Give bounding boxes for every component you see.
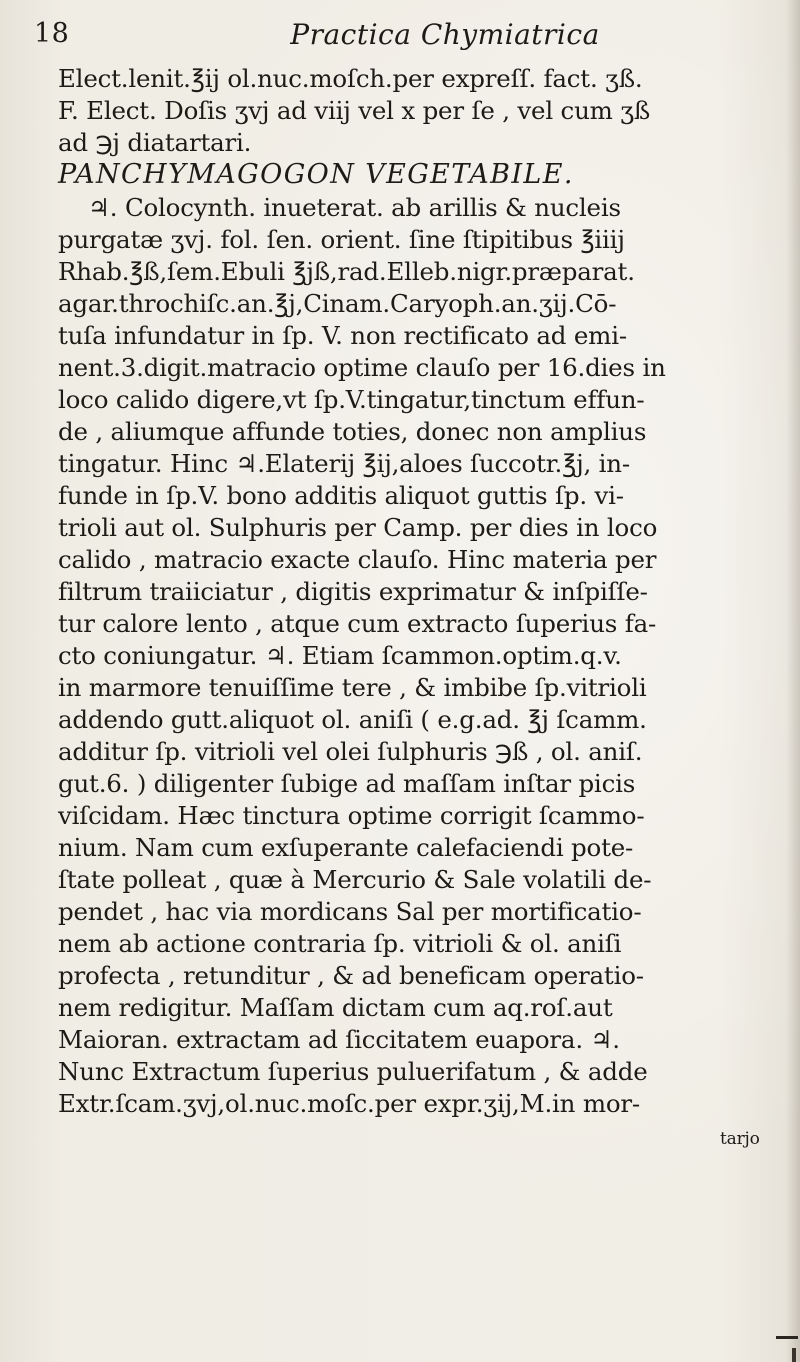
page-header: [0, 10, 800, 54]
text-line: nem ab actione contraria ſp. vitrioli & ol. aniſi: [58, 929, 622, 958]
text-line: additur ſp. vitrioli vel olei ſulphuris ℈ß , ol. aniſ.: [58, 737, 643, 766]
edge-mark-vertical: [792, 1348, 796, 1362]
text-line: nem redigitur. Maſſam dictam cum aq.roſ.aut: [58, 993, 613, 1022]
text-line: Elect.lenit.℥ij ol.nuc.moſch.per expreſſ. fact. ʒß.: [58, 64, 643, 93]
text-line: nium. Nam cum exſuperante calefaciendi pote-: [58, 833, 634, 862]
text-line: tur calore lento , atque cum extracto ſuperius fa-: [58, 609, 657, 638]
text-line: Rhab.℥ß,ſem.Ebuli ℥jß,rad.Elleb.nigr.præparat.: [58, 257, 635, 286]
text-line: cto coniungatur. ♃. Etiam ſcammon.optim.q.v.: [58, 641, 622, 670]
text-line: Nunc Extractum ſuperius puluerifatum , & adde: [58, 1057, 648, 1086]
text-line: agar.throchiſc.an.℥j,Cinam.Caryoph.an.ʒij.Cō-: [58, 289, 617, 318]
page-edge-shadow: [786, 0, 800, 1362]
text-line: F. Elect. Doſis ʒvj ad viij vel x per ſe , vel cum ʒß: [58, 96, 651, 125]
text-line: filtrum traiiciatur , digitis exprimatur & inſpiſſe-: [58, 577, 648, 606]
text-line: ♃. Colocynth. inueterat. ab arillis & nucleis: [88, 193, 621, 222]
text-line: ad ℈j diatartari.: [58, 128, 252, 157]
text-line: tingatur. Hinc ♃.Elaterij ℥ij,aloes ſuccotr.℥j, in-: [58, 449, 630, 478]
edge-mark: [776, 1336, 798, 1339]
text-line: funde in ſp.V. bono additis aliquot guttis ſp. vi-: [58, 481, 624, 510]
page-number: 18: [34, 18, 70, 49]
text-line: gut.6. ) diligenter ſubige ad maſſam inſtar picis: [58, 769, 636, 798]
section-heading: PANCHYMAGOGON VEGETABILE.: [58, 159, 574, 190]
text-line: viſcidam. Hæc tinctura optime corrigit ſcammo-: [58, 801, 645, 830]
catchword: tarjo: [720, 1129, 760, 1149]
running-title: Practica Chymiatrica: [290, 18, 600, 51]
text-line: tuſa infundatur in ſp. V. non rectificato ad emi-: [58, 321, 627, 350]
text-line: trioli aut ol. Sulphuris per Camp. per dies in loco: [58, 513, 658, 542]
text-line: nent.3.digit.matracio optime clauſo per 16.dies in: [58, 353, 666, 382]
text-line: calido , matracio exacte clauſo. Hinc materia per: [58, 545, 657, 574]
text-line: in marmore tenuiſſime tere , & imbibe ſp.vitrioli: [58, 673, 647, 702]
text-line: addendo gutt.aliquot ol. aniſi ( e.g.ad. ℥j ſcamm.: [58, 705, 647, 734]
text-line: profecta , retunditur , & ad beneficam operatio-: [58, 961, 644, 990]
text-line: de , aliumque affunde toties, donec non amplius: [58, 417, 647, 446]
text-line: purgatæ ʒvj. fol. ſen. orient. ſine ſtipitibus ℥iiij: [58, 225, 625, 254]
text-line: Maioran. extractam ad ſiccitatem euapora. ♃.: [58, 1025, 620, 1054]
text-line: ſtate polleat , quæ à Mercurio & Sale volatili de-: [58, 865, 652, 894]
text-line: pendet , hac via mordicans Sal per mortificatio-: [58, 897, 642, 926]
text-line: loco calido digere,vt ſp.V.tingatur,tinctum effun-: [58, 385, 645, 414]
text-line: Extr.ſcam.ʒvj,ol.nuc.moſc.per expr.ʒij,M.in mor-: [58, 1089, 641, 1118]
